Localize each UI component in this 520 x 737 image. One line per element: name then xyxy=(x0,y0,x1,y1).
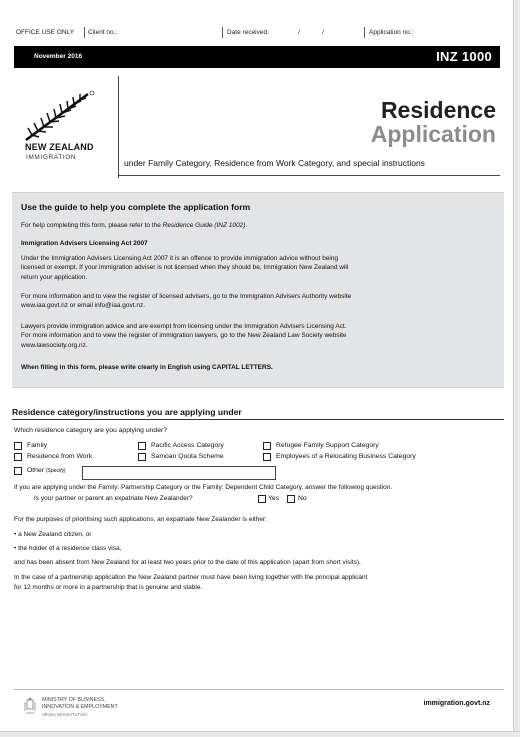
residence-guide-reference: Residence Guide (INZ 1002) xyxy=(162,222,246,229)
ministry-name: MINISTRY OF BUSINESS, INNOVATION & EMPLOYMENT xyxy=(42,697,118,710)
divider xyxy=(364,27,365,38)
client-no-field[interactable]: Client no.: xyxy=(88,29,118,36)
page-subtitle: under Family Category, Residence from Work Category, and special instructions xyxy=(124,158,425,168)
samoan-quota-label: Samoan Quota Scheme xyxy=(151,453,224,460)
nz-immigration-logo xyxy=(22,90,102,170)
silver-fern-icon xyxy=(22,90,102,142)
date-slash: / xyxy=(322,29,324,36)
bullet-residence-visa: • the holder of a residence class visa, xyxy=(14,545,122,552)
refugee-family-support-checkbox[interactable] xyxy=(263,442,271,450)
act-paragraph: Under the Immigration Advisers Licensing Act 2007 it is an offence to provide immigration advice without being licensed or exempt. If your immigration adviser is not licensed when they should be, Immigration New Zealand will return your application. xyxy=(21,255,349,281)
iaa-paragraph: For more information and to view the register of licensed advisers, go to the Immigration Advisers Authority website www.iaa.govt.nz or email info@iaa.govt.nz. xyxy=(21,293,352,310)
other-label: Other (Specify) xyxy=(27,467,66,474)
expatriate-question: Is your partner or parent an expatriate New Zealander? xyxy=(34,495,193,502)
divider xyxy=(222,27,223,38)
lawyers-paragraph: Lawyers provide immigration advice and are exempt from licensing under the Immigration Advisers Licensing Act. For more information and to view the register of immigration lawyers, go to the New Zealand Law Society website www.lawsociety.org.nz. xyxy=(21,323,347,349)
partnership-requirement-line2: for 12 months or more in a partnership that is genuine and stable. xyxy=(14,584,203,591)
samoan-quota-checkbox[interactable] xyxy=(138,453,146,461)
partnership-requirement-line1: In the case of a partnership application the New Zealand partner must have been living together with the principal applicant xyxy=(14,574,368,581)
absence-requirement: and has been absent from New Zealand for at least two years prior to the date of this application (apart from short visits). xyxy=(14,559,361,566)
pacific-access-label: Pacific Access Category xyxy=(151,442,224,449)
capital-letters-note: When filling in this form, please write clearly in English using CAPITAL LETTERS. xyxy=(21,364,273,371)
divider xyxy=(118,76,119,178)
refugee-family-support-label: Refugee Family Support Category xyxy=(276,442,379,449)
form-date: November 2016 xyxy=(34,53,83,60)
expatriate-intro: For the purposes of prioritising such applications, an expatriate New Zealander is either: xyxy=(14,516,267,523)
logo-agency-text: IMMIGRATION xyxy=(26,154,77,161)
header-bar xyxy=(14,46,500,68)
other-checkbox[interactable] xyxy=(14,467,22,475)
partnership-instruction: If you are applying under the Family: Partnership Category or the Family: Dependent Child Category, answer the following question. xyxy=(14,484,393,491)
page-frame-edge xyxy=(0,731,520,737)
relocating-business-label: Employees of a Relocating Business Category xyxy=(276,453,416,460)
guide-title: Use the guide to help you complete the application form xyxy=(21,202,251,212)
other-specify-input[interactable] xyxy=(82,466,276,480)
divider xyxy=(12,419,504,420)
divider xyxy=(118,175,500,176)
logo-country-text: NEW ZEALAND xyxy=(25,142,94,152)
page-title-application: Application xyxy=(370,121,496,147)
page-frame-edge xyxy=(513,0,520,737)
expatriate-yes-checkbox[interactable] xyxy=(258,495,266,503)
act-heading: Immigration Advisers Licensing Act 2007 xyxy=(21,240,148,247)
nz-coat-of-arms-icon xyxy=(24,697,36,715)
page-title-residence: Residence xyxy=(380,97,496,123)
residence-from-work-checkbox[interactable] xyxy=(14,453,22,461)
office-use-label: OFFICE USE ONLY xyxy=(16,29,75,36)
residence-from-work-label: Residence from Work xyxy=(27,453,93,460)
office-use-row xyxy=(14,26,496,40)
no-label: No xyxy=(298,495,307,502)
expatriate-no-checkbox[interactable] xyxy=(287,495,295,503)
family-checkbox[interactable] xyxy=(14,442,22,450)
divider xyxy=(84,27,85,38)
category-question: Which residence category are you applying under? xyxy=(14,427,168,434)
form-code: INZ 1000 xyxy=(436,49,492,64)
date-received-field[interactable]: Date received: xyxy=(227,29,269,36)
application-no-field[interactable]: Application no.: xyxy=(369,29,414,36)
guide-info-box xyxy=(12,192,504,388)
pacific-access-checkbox[interactable] xyxy=(138,442,146,450)
divider xyxy=(14,689,504,690)
bullet-nz-citizen: • a New Zealand citizen, or xyxy=(14,531,92,538)
relocating-business-checkbox[interactable] xyxy=(263,453,271,461)
yes-label: Yes xyxy=(268,495,280,502)
immigration-website-link[interactable]: immigration.govt.nz xyxy=(423,700,490,707)
mbie-logo xyxy=(24,693,124,723)
ministry-maori-name: HĪKINA WHAKATUTUKI xyxy=(42,712,88,717)
section-title: Residence category/instructions you are applying under xyxy=(12,407,242,417)
guide-help-text: For help completing this form, please refer to the Residence Guide (INZ 1002). xyxy=(21,222,248,229)
date-slash: / xyxy=(298,29,300,36)
family-label: Family xyxy=(27,442,48,449)
